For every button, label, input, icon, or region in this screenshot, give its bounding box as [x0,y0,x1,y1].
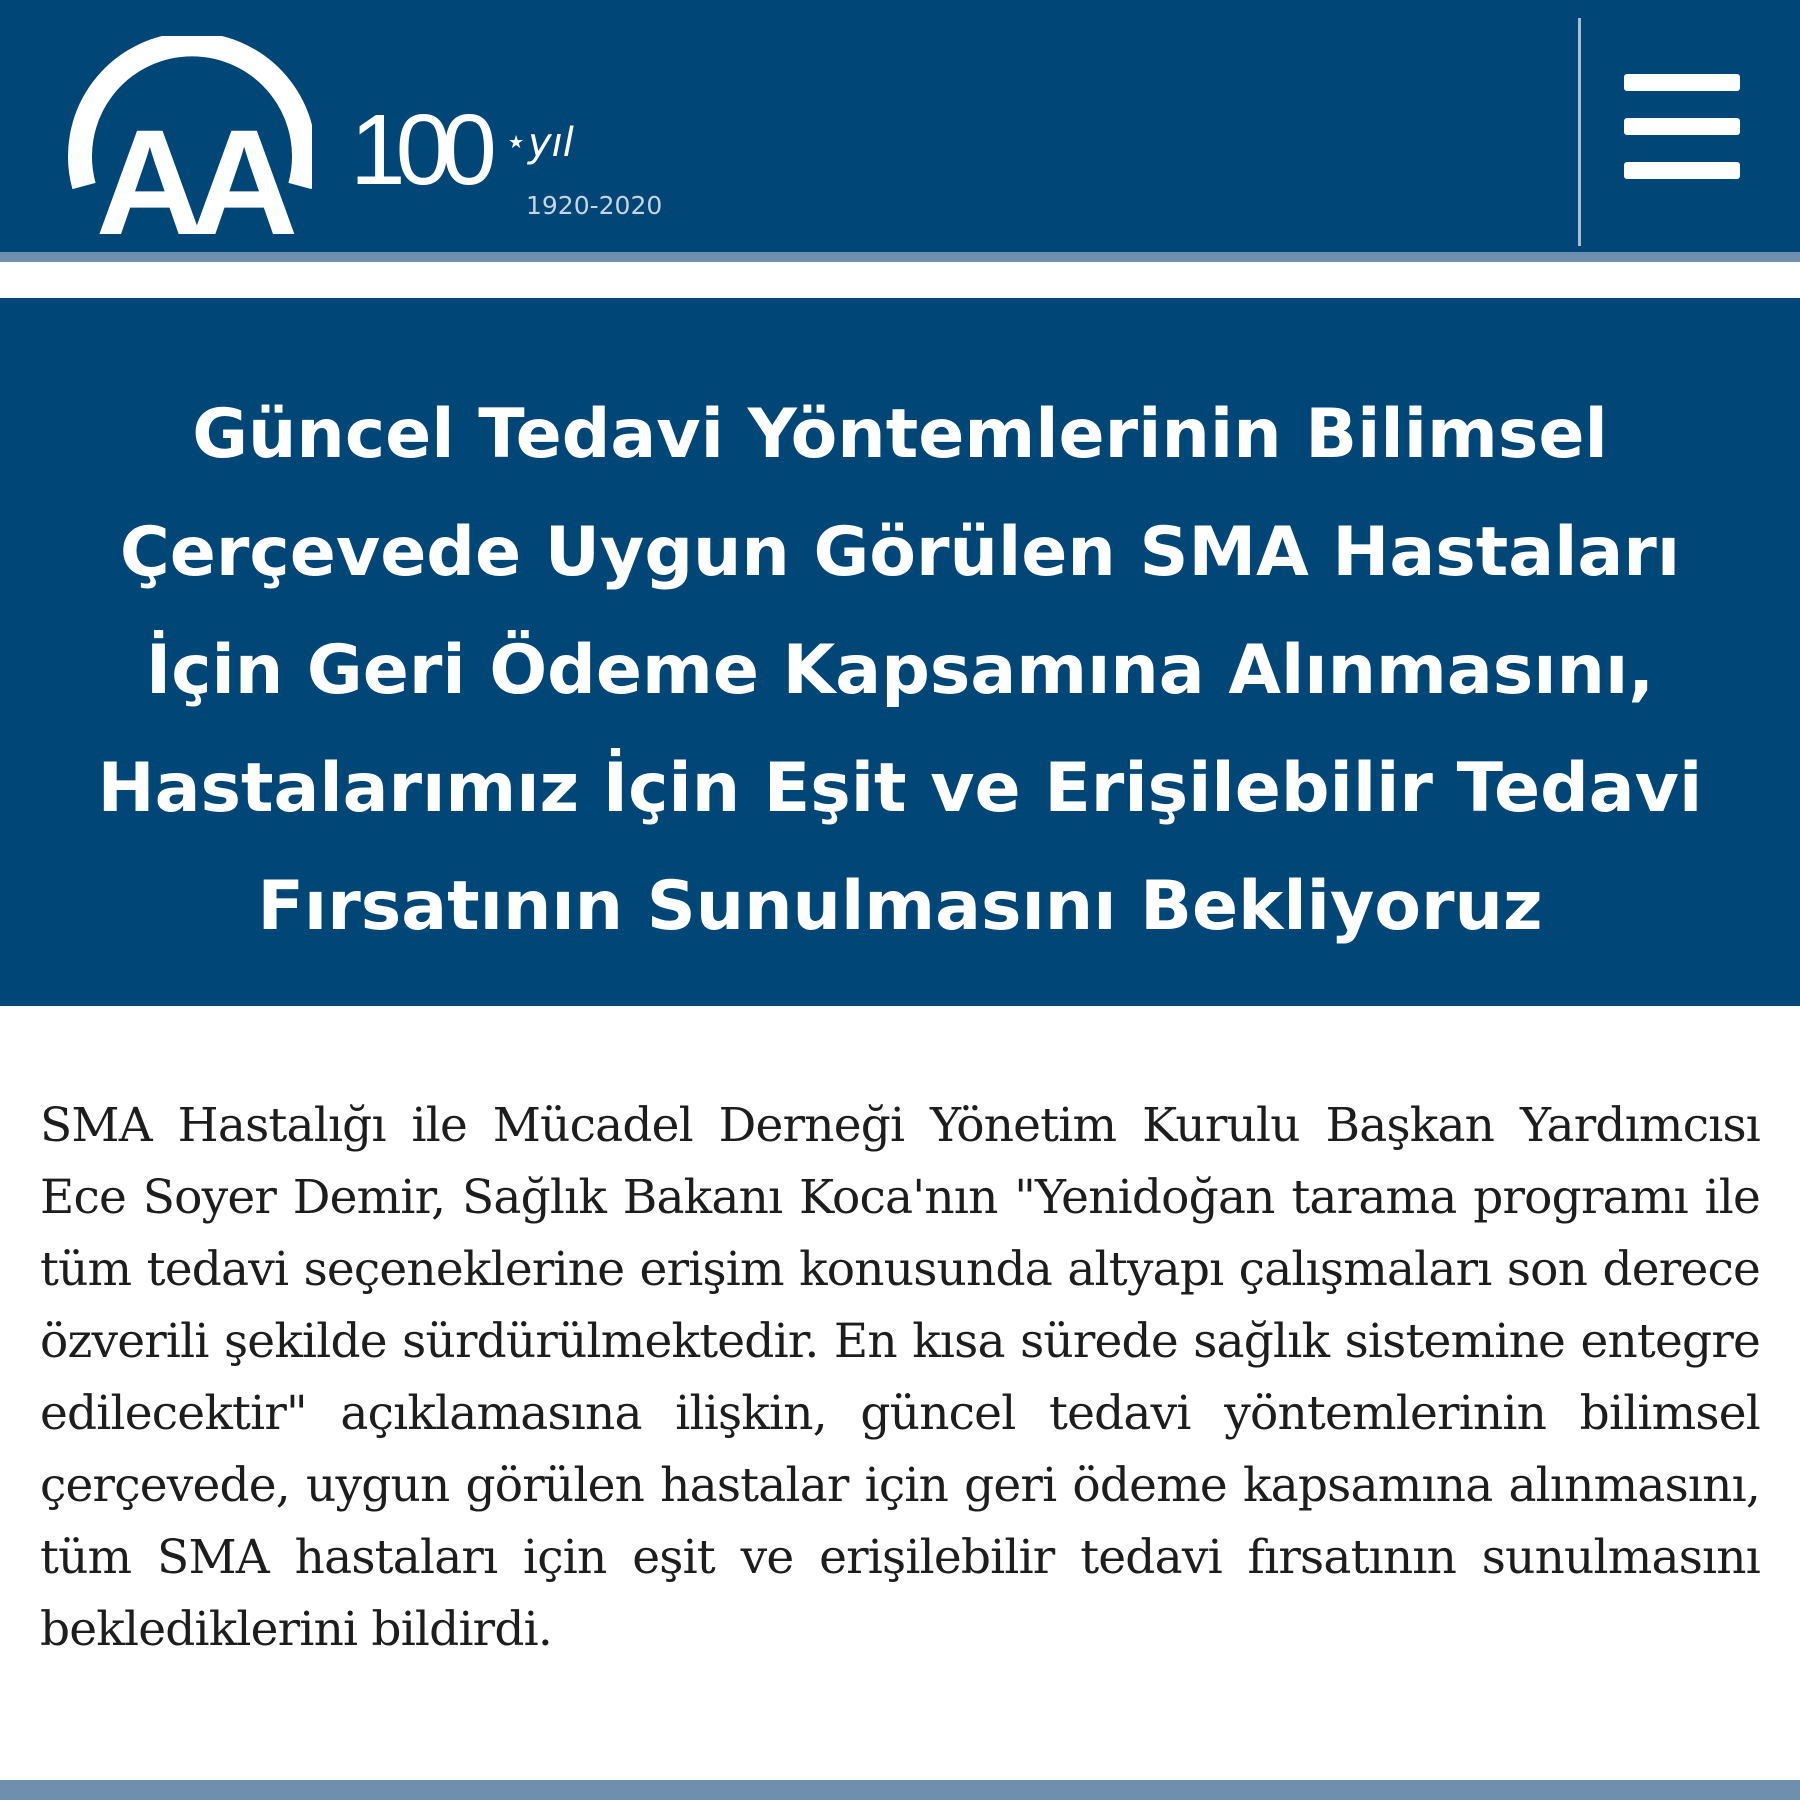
menu-bar-bottom [1624,162,1740,179]
star-icon: ★ [508,132,525,153]
footer-rule [0,1780,1800,1800]
anniversary-suffix: yıl [528,120,574,166]
anniversary-number: 100 [350,94,487,206]
headline-panel [0,298,1800,1006]
header-rule [0,252,1800,262]
hamburger-menu-button[interactable] [1620,72,1740,182]
article-title: Güncel Tedavi Yöntemlerinin Bilimsel Çerçevede Uygun Görülen SMA Hastaları İçin Geri Ödeme Kapsamına Alınmasını, Hastalarımız İçin Eşit ve Erişilebilir Tedavi Fırsatının Sunulmasını Bekliyoruz [97,395,1703,946]
menu-bar-top [1624,74,1740,91]
anniversary-years: 1920-2020 [526,191,663,220]
top-navigation-bar [0,0,1800,252]
header-divider [1578,18,1581,246]
aa-logo[interactable] [62,36,312,242]
aa-logo-letters: AA [95,98,285,242]
anniversary-logo [350,92,710,232]
article-body: SMA Hastalığı ile Mücadel Derneği Yönetim Kurulu Başkan Yardımcısı Ece Soyer Demir, Sağlık Bakanı Koca'nın "Yenidoğan tarama programı ile tüm tedavi seçeneklerine erişim konusunda altyapı çalışmaları son derece özverili şekilde sürdürülmektedir. En kısa sürede sağlık sistemine entegre edilecektir" açıklamasına ilişkin, güncel tedavi yöntemlerinin bilimsel çerçevede, uygun görülen hastalar için geri ödeme kapsamına alınmasını, tüm SMA hastaları için eşit ve erişilebilir tedavi fırsatının sunulmasını beklediklerini bildirdi. [40,1098,1760,1657]
menu-bar-middle [1624,118,1740,135]
